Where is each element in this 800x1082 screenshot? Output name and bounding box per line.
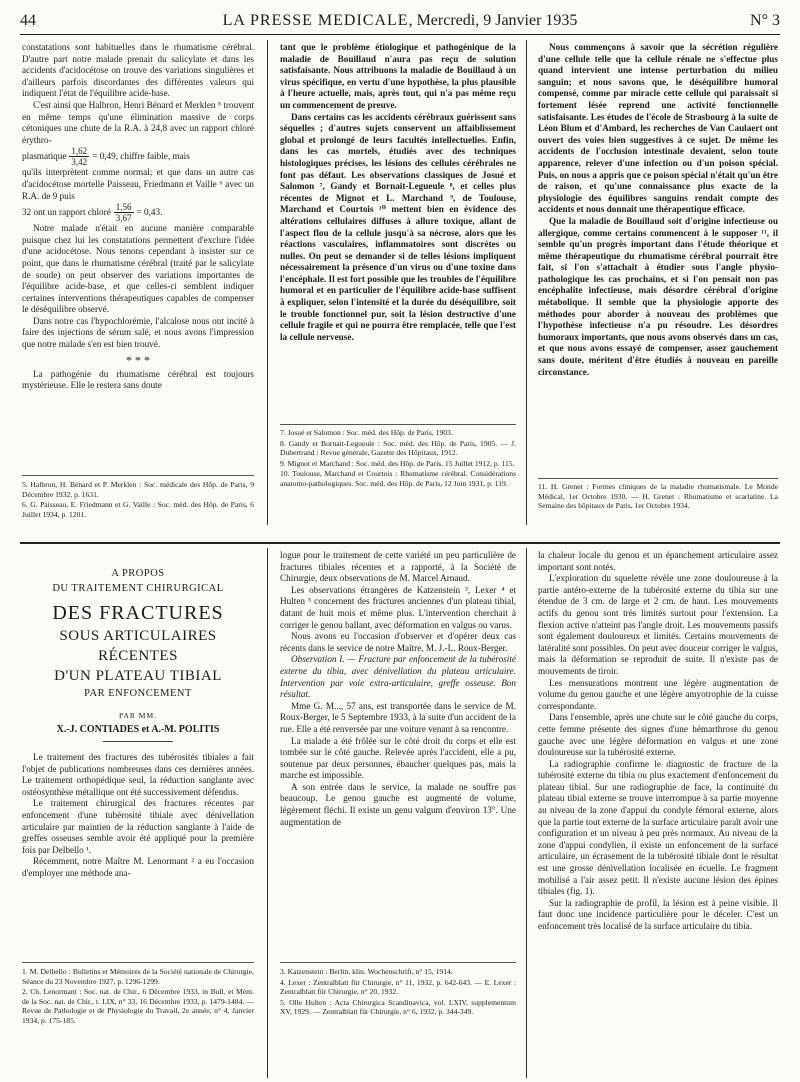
article1-footnotes-3 <box>538 482 778 522</box>
article-separator <box>20 542 780 544</box>
paragraph: La malade a été frôlée sur le côté droit du corps et elle est tombée sur le côté gauche. Relevée après l'accident, elle a pu, soutenue par deux personnes, ébaucher quelques pas, mais la marche est impossible. <box>280 735 516 781</box>
observation-heading: Observation I. — Fracture par enfoncement de la tubérosité externe du tibia, avec dénivellation du plateau articulaire. Intervention par voie extra-articulaire, greffe osseuse. Bon résultat. <box>280 654 516 700</box>
article1-column-3 <box>538 42 778 472</box>
title-rule <box>103 741 173 742</box>
paragraph: C'est ainsi que Halbron, Henri Bénard et Merklen ⁵ trouvent en même temps qu'une élimination massive de corps cétoniques une chute de la R.A. à 24,8 avec un rapport chloré érythro- <box>22 99 254 145</box>
column-rule <box>267 40 268 525</box>
header-rule <box>20 34 780 35</box>
column-rule <box>526 40 527 525</box>
article-title: SOUS ARTICULAIRES RÉCENTES <box>59 628 217 664</box>
paragraph: A son entrée dans le service, la malade ne souffre pas beaucoup. Le genou gauche est augmenté de volume, légèrement fléchi. Il existe un genu valgum d'environ 13°. Une augmentation de <box>280 781 516 827</box>
article-kicker: DU TRAITEMENT CHIRURGICAL <box>52 583 224 594</box>
paragraph: Mme G. M..., 57 ans, est transportée dans le service de M. Roux-Berger, le 5 Septembre 1933, à la suite d'un accident de la rue. Elle a été renversée par une voiture venant à sa rencontre. <box>280 700 516 734</box>
issue-number: N° 3 <box>750 12 780 29</box>
article2-column-2 <box>280 550 516 960</box>
footnote-rule <box>280 424 516 425</box>
article2-column-3 <box>538 550 778 1078</box>
footnote-rule <box>22 962 254 963</box>
denominator: 3,42 <box>71 157 88 168</box>
paragraph: logue pour le traitement de cette variété un peu particulière de fractures tibiales récentes et a rapporté, à la Société de Chirurgie, deux observations de M. Marcel Arnaud. <box>280 550 516 584</box>
column-rule <box>267 548 268 1078</box>
paragraph: Dans certains cas les accidents cérébraux guérissent sans séquelles ; d'autres sujets conservent un affaiblissement global et prolongé de leurs facultés intellectuelles. Enfin, dans les cas mortels, étudiés avec des techniques histologiques précises, les lésions des cellules cérébrales ne font pas défaut. Les observations classiques de Josué et Salomon ⁷, Gandy et Bornait-Legueule ⁸, et celles plus récentes de Mignot et L. Marchand ⁹, de Toulouse, Marchand et Courtois ¹⁰ mettent bien en évidence des altérations cellulaires diffuses à allure toxique, allant de l'aspect flou de la cellule jusqu'à sa nécrose, alors que les réactions vasculaires, inflammatoires sont discrètes ou nulles. On peut se demander si de telles lésions impliquent nécessairement la présence d'un virus ou d'une toxine dans l'encéphale. Il est fort possible que les troubles de l'équilibre humoral et en particulier de l'équilibre acide-base suffisent à expliquer, selon l'intensité et la durée du déséquilibre, soit le trouble fonctionnel pur, soit la lésion destructive d'une cellule fragile et qui ne pourra être remplacée, telle que l'est la cellule nerveuse. <box>280 111 516 342</box>
article-kicker: A PROPOS <box>111 568 165 579</box>
paragraph: La radiographie confirme le diagnostic de fracture de la tubérosité externe du tibia ou plus exactement d'enfoncement du plateau tibial. Sur une radiographie de face, la continuité du plateau tibial externe se trouve interrompue à sa partie moyenne au niveau de la zone d'appui du condyle fémoral externe, alors que la partie tout externe de la surface articulaire paraît avoir une configuration et un niveau à peu près normaux. Au niveau de la zone d'appui condylien, il existe un enfoncement de la surface articulaire, un écrasement de la tubérosité tibiale dont le résultat est une grosse dénivellation localisée en écuelle. Le fragment mobilisé a l'air assez petit. Il n'existe aucune lésion des épines tibiales (fig. 1). <box>538 758 778 897</box>
paragraph: Le traitement chirurgical des fractures récentes par enfoncement d'une tubérosité tibiale avec dénivellation articulaire par maintien de la réduction sanglante à l'aide de greffes osseuses semble avoir été appliqué pour la première fois par Delbello ¹. <box>22 798 254 855</box>
article-authors: X.-J. CONTIADES et A.-M. POLITIS <box>56 724 220 735</box>
paragraph: la chaleur locale du genou et un épanchement articulaire assez important sont notés. <box>538 550 778 572</box>
footnote: 11. H. Grenet : Formes cliniques de la maladie rhumatismale. Le Monde Médical, 1er Octobre 1930. — H. Grenet : Rhumatisme et scarlatine. La Semaine des hôpitaux de Paris, 1er Octobre 1934. <box>538 482 778 511</box>
formula-text: = 0,43. <box>136 206 163 217</box>
byline-par: PAR MM. <box>119 711 157 720</box>
footnote: 4. Lexer : Zentralblatt für Chirurgie, n° 11, 1932, p. 642-643. — E. Lexer : Zentralblatt für Chirurgie, n° 20, 1932. <box>280 977 516 997</box>
formula-text: 32 ont un rapport chloré <box>22 206 111 217</box>
paragraph: constatations sont habituelles dans le rhumatisme cérébral. D'autre part notre malade prenait du salicylate et dans les accidents d'acidocétose on trouve des variations singulières et d'ailleurs parfois discordantes des différentes valeurs qui indiquent l'état de l'équilibre acide-base. <box>22 42 254 99</box>
formula-text: = 0,49, chiffre faible, mais <box>92 151 190 162</box>
footnote-rule <box>22 475 254 476</box>
article1-column-2 <box>280 42 516 417</box>
paragraph: Dans l'ensemble, après une chute sur le côté gauche du corps, cette femme présente des signes d'une hémarthrose du genou gauche avec une légère déformation en valgus et une zone douloureuse sur la tubérosité externe. <box>538 712 778 758</box>
footnote: 10. Toulouse, Marchand et Courtois : Rhumatisme cérébral. Considérations anatomo-pathologiques. Soc. méd. des Hôp. de Paris, 12 Juin 1931, p. 119. <box>280 469 516 488</box>
paragraph: Notre malade n'était en aucune manière comparable puisque chez lui les constatations permettent d'exclure l'idée d'une acidocétose. Nous tenons cependant à insister sur ce point, que dans le rhumatisme cérébral (traité par le salicylate de soude) on peut observer des variations importantes de l'équilibre acide-base, et que celles-ci semblent indiquer certaines interventions thérapeutiques capables de compenser le déséquilibre observé. <box>22 223 254 315</box>
numerator: 1,56 <box>115 202 132 213</box>
paragraph: Les mensurations montrent une légère augmentation de volume du genou gauche et une légère amyotrophie de la cuisse correspondante. <box>538 677 778 711</box>
fraction <box>114 202 134 223</box>
formula-2 <box>22 202 254 223</box>
page-header <box>20 12 780 34</box>
numerator: 1,62 <box>71 146 88 157</box>
paragraph: Les observations étrangères de Katzenstein ³, Lexer ⁴ et Hulten ⁵ concernent des fractures anciennes d'un plateau tibial, datant de huit mois et même plus. L'intervention cherchait à corriger le genou ballant, avec déformation en valgus ou varus. <box>280 584 516 630</box>
paragraph: Que la maladie de Bouillaud soit d'origine infectieuse ou allergique, comme certains commencent à le supposer ¹¹, il semble qu'un progrès important dans l'étude théorique et même thérapeutique du rhumatisme cérébral pourrait être fait, si l'on s'attachait à étudier sous l'angle physio-pathologique les cas prochains, et si l'on pensait non pas encéphalite infectieuse, mais désordre cérébral d'origine métabolique. Il semble que la physiologie apporte des méthodes pour aborder à nouveau des problèmes que l'hypothèse infectieuse n'a pu résoudre. Les désordres humoraux importants, que nous avons observés dans un cas, et que nous avons essayé de compenser, assez gauchement sans doute, méritent d'être étudiés à nouveau en pareille circonstance. <box>538 215 778 377</box>
footnote: 3. Katzenstein : Berlin. klin. Wochenschrift, n° 15, 1914. <box>280 967 453 976</box>
page-number: 44 <box>20 12 36 29</box>
denominator: 3,67 <box>115 213 132 224</box>
article1-footnotes-1 <box>22 480 254 520</box>
footnote: 6. G. Paisseau, E. Friedmann et G. Vaille : Soc. méd. des Hôp. de Paris, 6 Juillet 1934, p. 1201. <box>22 500 254 519</box>
article1-footnotes-2 <box>280 428 516 523</box>
paragraph: L'exploration du squelette révèle une zone douloureuse à la partie antéro-externe de la tubérosité externe du tibia sur une étendue de 3 cm. de large et 2 cm. de haut. Les mouvements actifs du genou sont très limités surtout pour l'extension. La flexion active n'atteint pas l'angle droit. Les mouvements passifs sont également douloureux et limités. Certains mouvements de latéralité sont possibles. On peut avec douceur corriger le valgus, mais la déformation se reproduit de suite. Il n'existe pas de mouvements de tiroir. <box>538 573 778 676</box>
footnote: 1. M. Delbello : Bulletins et Mémoires de la Société nationale de Chirurgie, Séance du 23 Novembre 1927, p. 1296-1299. <box>22 967 254 986</box>
formula-text: plasmatique <box>22 151 67 162</box>
article2-footnotes-1 <box>22 967 254 1077</box>
journal-masthead <box>20 12 780 30</box>
footnote: 5. Halbron, H. Bénard et P. Merklen : Soc. médicale des Hôp. de Paris, 9 Décembre 1932, p. 1631. <box>22 480 254 499</box>
article-subtitle: PAR ENFONCEMENT <box>84 688 192 699</box>
paragraph: Le traitement des fractures des tubérosités tibiales a fait l'objet de publications nombreuses dans ces dernières années. Le traitement orthopédique seul, la réduction sanglante avec ostéosynthèse métallique ont été successivement défendus. <box>22 752 254 797</box>
column-rule <box>526 548 527 1078</box>
article1-column-1 <box>22 42 254 467</box>
formula-1 <box>22 146 254 167</box>
paragraph: tant que le problème étiologique et pathogénique de la maladie de Bouillaud n'aura pas reçu de solution satisfaisante. Nous attribuons la maladie de Bouillaud à un virus spécifique, en vertu d'une hypothèse, la plus plausible à l'heure actuelle, mais, après tout, qui n'a pas même reçu un commencement de preuve. <box>280 42 516 110</box>
journal-title: LA PRESSE MEDICALE <box>222 12 409 29</box>
article2-title-block <box>22 566 254 742</box>
section-break-stars: * * * <box>126 352 150 367</box>
paragraph: Dans notre cas l'hypochlorémie, l'alcalose nous ont incité à faire des injections de sérum salé, et nous avons l'impression que notre malade s'en est bien trouvé. <box>22 315 254 350</box>
article-title: D'UN PLATEAU TIBIAL <box>54 668 222 684</box>
paragraph: qu'ils interprètent comme normal; et que dans un autre cas d'acidocétose mortelle Paisseau, Friedmann et Vaille ⁶ avec un R.A. de 9 puis <box>22 167 254 201</box>
paragraph: Nous commençons à savoir que la sécrétion régulière d'une cellule telle que la cellule rénale ne s'effectue plus quand intervient une intense perturbation du milieu sanguin; et nous savons que, le déséquilibre humoral compensé, comme par miracle cette cellule qui paraissait si fortement lésée reprend une activité fonctionnelle satisfaisante. Les études de l'école de Strasbourg à la suite de Léon Blum et d'Ambard, les recherches de Van Caulaert ont ouvert des voies bien suggestives à ce sujet. De même les accidents de l'occlusion intestinale devaient, selon toute apparence, relever d'une infection ou d'un poison spécial. Puis, on nous a appris que ce poison spécial n'était qu'un être de raison, et qu'une connaissance plus exacte de la physiologie des équilibres sanguins rendait compte des accidents et nous donnait une thérapeutique efficace. <box>538 42 778 215</box>
fraction <box>69 146 89 167</box>
article2-footnotes-2 <box>280 967 516 1077</box>
footnote-rule <box>538 478 778 479</box>
paragraph: Récemment, notre Maître M. Lenormant ² a eu l'occasion d'employer une méthode ana- <box>22 856 254 878</box>
footnote: 2. Ch. Lenormant : Soc. nat. de Chir., 6 Décembre 1933, in Bull. et Mém. de la Soc. nat. de Chir., t. LIX, n° 33, 16 Décembre 1933, p. 1479-1484. — Revue de Pathologie et de Physiologie du Travail, 2e année, n° 4, Janvier 1934, p. 175-185. <box>22 987 254 1025</box>
paragraph: Sur la radiographie de profil, la lésion est à peine visible. Il faut donc une incidence particulière pour le déceler. C'est un enfoncement très localisé de la surface articulaire du tibia. <box>538 897 778 931</box>
issue-date: , Mercredi, 9 Janvier 1935 <box>408 12 578 29</box>
footnote: 5. Olle Hulten : Acta Chirurgica Scandinavica, vol. LXIV, supplementum XV, 1929. — Zentralblatt für Chirurgie, n° 6, 1932, p. 344-349. <box>280 997 516 1017</box>
footnote-rule <box>280 962 516 963</box>
article2-column-1 <box>22 752 254 962</box>
footnote: 9. Mignot et Marchand : Soc. méd. des Hôp. de Paris, 15 Juillet 1912, p. 115. <box>280 458 515 468</box>
paragraph: Nous avons eu l'occasion d'observer et d'opérer deux cas récents dans le service de notre Maître, M. J.-L. Roux-Berger. <box>280 631 516 653</box>
paragraph: La pathogénie du rhumatisme cérébral est toujours mystérieuse. Elle le restera sans doute <box>22 368 254 391</box>
footnote: 8. Gandy et Bornait-Legueule : Soc. méd. des Hôp. de Paris, 1905. — J. Dubertrand : Revue générale, Gazette des Hôpitaux, 1912. <box>280 438 516 458</box>
article-title: DES FRACTURES <box>52 602 224 624</box>
footnote: 7. Josué et Salomon : Soc. méd. des Hôp. de Paris, 1903. <box>280 428 453 437</box>
